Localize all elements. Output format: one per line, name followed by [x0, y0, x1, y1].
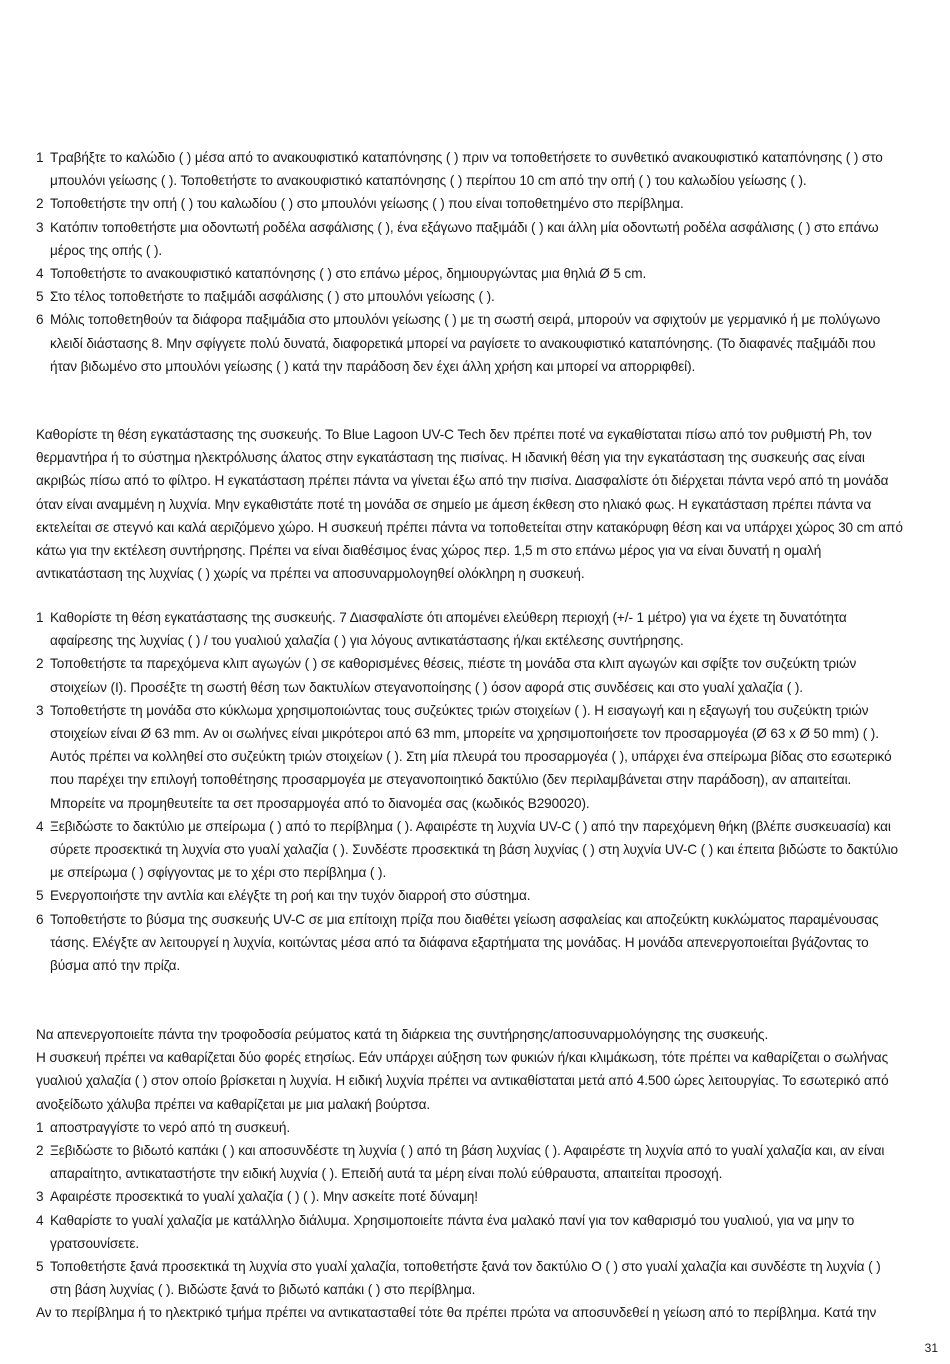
- step-text: Τοποθετήστε τα παρεχόμενα κλιπ αγωγών ( ) σε καθορισμένες θέσεις, πιέστε τη μονάδα στα κλιπ αγωγών και σφίξτε τον συζεύκτη τριών στοιχείων (I). Προσέξτε τη σωστή θέση των δακτυλίων στεγανοποίησης ( ) όσον αφορά στις συνδέσεις και στο γυαλί χαλαζία ( ).: [50, 656, 857, 695]
- list-item: [36, 815, 904, 885]
- step-number: 2: [36, 656, 44, 672]
- grounding-steps-section: [36, 146, 904, 378]
- list-item: [36, 1139, 904, 1185]
- maintenance-paragraph: Η συσκευή πρέπει να καθαρίζεται δύο φορές ετησίως. Εάν υπάρχει αύξηση των φυκιών ή/και κλιμάκωση, τότε πρέπει να καθαρίζεται ο σωλήνας γυαλιού χαλαζία ( ) στον οποίο βρίσκεται η λυχνία. Η ειδική λυχνία πρέπει να αντικαθίσταται μετά από 4.500 ώρες λειτουργίας. Το εσωτερικό από ανοξείδωτο χάλυβα πρέπει να καθαρίζεται με μια μαλακή βούρτσα.: [36, 1050, 889, 1112]
- installation-steps-list: [36, 606, 904, 977]
- installation-location-section: [36, 423, 904, 585]
- step-number: 2: [36, 196, 44, 212]
- closing-paragraph: Αν το περίβλημα ή το ηλεκτρικό τμήμα πρέπει να αντικατασταθεί τότε θα πρέπει πρώτα να αποσυνδεθεί η γείωση από το περίβλημα. Κατά την: [36, 1305, 877, 1321]
- maintenance-warning: Να απενεργοποιείτε πάντα την τροφοδοσία ρεύματος κατά τη διάρκεια της συντήρησης/αποσυναρμολόγησης της συσκευής.: [36, 1027, 769, 1042]
- list-item: [36, 1209, 904, 1255]
- step-text: Τοποθετήστε το ανακουφιστικό καταπόνησης ( ) στο επάνω μέρος, δημιουργώντας μια θηλιά Ø 5 cm.: [50, 266, 647, 282]
- list-item: [36, 884, 904, 907]
- installation-steps-section: [36, 606, 904, 977]
- step-number: 1: [36, 610, 44, 625]
- list-item: [36, 652, 904, 698]
- step-text: Τοποθετήστε ξανά προσεκτικά τη λυχνία στο γυαλί χαλαζία, τοποθετήστε ξανά τον δακτύλιο O ( ) στο γυαλί χαλαζία και συνδέστε τη λυχνία ( ) στη βάση λυχνίας ( ). Βιδώστε ξανά το βιδωτό καπάκι ( ) στο περίβλημα.: [50, 1259, 881, 1298]
- list-item: [36, 146, 904, 192]
- step-number: 5: [36, 1259, 44, 1275]
- step-number: 1: [36, 1119, 44, 1135]
- step-text: Στο τέλος τοποθετήστε το παξιμάδι ασφάλισης ( ) στο μπουλόνι γείωσης ( ).: [50, 289, 495, 305]
- step-text: Τοποθετήστε την οπή ( ) του καλωδίου ( ) στο μπουλόνι γείωσης ( ) που είναι τοποθετημένο στο περίβλημα.: [50, 196, 684, 212]
- step-text: Ξεβιδώστε το βιδωτό καπάκι ( ) και αποσυνδέστε τη λυχνία ( ) από τη βάση λυχνίας ( ). Αφαιρέστε τη λυχνία από το γυαλί χαλαζία και, αν είναι απαραίτητο, αντικαταστήστε την ειδική λυχνία ( ). Επειδή αυτά τα μέρη είναι πολύ εύθραυστα, απαιτείται προσοχή.: [50, 1143, 885, 1182]
- step-number: 1: [36, 150, 44, 165]
- list-item: [36, 908, 904, 978]
- step-number: 6: [36, 911, 44, 927]
- list-item: [36, 1116, 904, 1139]
- step-number: 4: [36, 818, 44, 834]
- step-text: Τραβήξτε το καλώδιο ( ) μέσα από το ανακουφιστικό καταπόνησης ( ) πριν να τοποθετήσετε το συνθετικό ανακουφιστικό καταπόνησης ( ) στο μπουλόνι γείωσης ( ). Τοποθετήστε το ανακουφιστικό καταπόνησης ( ) περίπου 10 cm από την οπή ( ) του καλωδίου γείωσης ( ).: [50, 150, 883, 189]
- list-item: [36, 1255, 904, 1301]
- list-item: [36, 262, 904, 285]
- step-number: 4: [36, 266, 44, 282]
- list-item: [36, 192, 904, 215]
- step-text: Ενεργοποιήστε την αντλία και ελέγξτε τη ροή και την τυχόν διαρροή στο σύστημα.: [50, 888, 531, 904]
- step-number: 3: [36, 219, 44, 235]
- step-number: 2: [36, 1143, 44, 1159]
- list-item: [36, 216, 904, 262]
- step-text: Ξεβιδώστε το δακτύλιο με σπείρωμα ( ) από το περίβλημα ( ). Αφαιρέστε τη λυχνία UV-C ( ) από την παρεχόμενη θήκη (βλέπε συσκευασία) και σύρετε προσεκτικά τη λυχνία στο γυαλί χαλαζία ( ). Συνδέστε προσεκτικά τη βάση λυχνίας ( ) στη λυχνία UV-C ( ) και έπειτα βιδώστε το δακτύλιο με σπείρωμα ( ) σφίγγοντας με το χέρι στο περίβλημα ( ).: [50, 818, 899, 881]
- step-number: 5: [36, 289, 44, 305]
- maintenance-section: [36, 1023, 904, 1325]
- step-number: 3: [36, 702, 44, 718]
- maintenance-steps-list: [36, 1116, 904, 1302]
- list-item: [36, 285, 904, 308]
- step-number: 5: [36, 888, 44, 904]
- step-text: Τοποθετήστε το βύσμα της συσκευής UV-C σε μια επίτοιχη πρίζα που διαθέτει γείωση ασφαλείας και αποζεύκτη κυκλώματος παραμένουσας τάσης. Ελέγξτε αν λειτουργεί η λυχνία, κοιτώντας μέσα από τα διάφανα εξαρτήματα της μονάδας. Η μονάδα απενεργοποιείται βγάζοντας το βύσμα από την πρίζα.: [50, 911, 879, 974]
- step-text: Τοποθετήστε τη μονάδα στο κύκλωμα χρησιμοποιώντας τους συζεύκτες τριών στοιχείων ( ). Η εισαγωγή και η εξαγωγή του συζεύκτη τριών στοιχείων είναι Ø 63 mm. Αν οι σωλήνες είναι μικρότεροι από 63 mm, μπορείτε να χρησιμοποιήσετε τον προσαρμογέα (Ø 63 x Ø 50 mm) ( ). Αυτός πρέπει να κολληθεί στο συζεύκτη τριών στοιχείων ( ). Στη μία πλευρά του προσαρμογέα ( ), υπάρχει ένα σπείρωμα βίδας στο εσωτερικό που παρέχει την επιλογή τοποθέτησης προσαρμογέα με στεγανοποιητικό δακτύλιο (δεν περιλαμβάνεται στην παράδοση), αν απαιτείται. Μπορείτε να προμηθευτείτε τα σετ προσαρμογέα από το διανομέα σας (κωδικός B290020).: [50, 702, 892, 811]
- step-number: 4: [36, 1212, 44, 1228]
- step-number: 6: [36, 312, 44, 328]
- step-text: Μόλις τοποθετηθούν τα διάφορα παξιμάδια στο μπουλόνι γείωσης ( ) με τη σωστή σειρά, μπορούν να σφιχτούν με γερμανικό ή με πολύγωνο κλειδί διάστασης 8. Μην σφίγγετε πολύ δυνατά, διαφορετικά μπορεί να ραγίσετε το ανακουφιστικό καταπόνησης. (Το διαφανές παξιμάδι που ήταν βιδωμένο στο μπουλόνι γείωσης ( ) κατά την παράδοση δεν έχει άλλη χρήση και μπορεί να απορριφθεί).: [50, 312, 881, 374]
- page-number: 31: [924, 1341, 938, 1355]
- step-number: 3: [36, 1189, 44, 1205]
- list-item: [36, 699, 904, 815]
- step-text: Κατόπιν τοποθετήστε μια οδοντωτή ροδέλα ασφάλισης ( ), ένα εξάγωνο παξιμάδι ( ) και άλλη μία οδοντωτή ροδέλα ασφάλισης ( ) στο επάνω μέρος της οπής ( ).: [50, 219, 879, 258]
- step-text: Αφαιρέστε προσεκτικά το γυαλί χαλαζία ( ) ( ). Μην ασκείτε ποτέ δύναμη!: [50, 1189, 478, 1205]
- grounding-steps-list: [36, 146, 904, 378]
- installation-paragraph: Καθορίστε τη θέση εγκατάστασης της συσκευής. Το Blue Lagoon UV-C Tech δεν πρέπει ποτέ να εγκαθίσταται πίσω από τον ρυθμιστή Ph, τον θερμαντήρα ή το σύστημα ηλεκτρόλυσης άλατος στην εγκατάσταση της πισίνας. Η ιδανική θέση για την εγκατάσταση της συσκευής σας είναι ακριβώς πίσω από το φίλτρο. Η εγκατάσταση πρέπει πάντα να γίνεται έξω από την πισίνα. Διασφαλίστε ότι διέρχεται πάντα νερό από τη μονάδα όταν είναι αναμμένη η λυχνία. Μην εγκαθιστάτε ποτέ τη μονάδα σε σημείο με άμεση έκθεση στο ηλιακό φως. Η εγκατάσταση πρέπει πάντα να εκτελείται σε στεγνό και καλά αεριζόμενο χώρο. Η συσκευή πρέπει πάντα να τοποθετείται στην κατακόρυφη θέση και να υπάρχει χώρος 30 cm από κάτω για την εκτέλεση συντήρησης. Πρέπει να είναι διαθέσιμος ένας χώρος περ. 1,5 m στο επάνω μέρος για να είναι δυνατή η ομαλή αντικατάσταση της λυχνίας ( ) χωρίς να πρέπει να αποσυναρμολογηθεί ολόκληρη η συσκευή.: [36, 427, 903, 582]
- step-text: Καθορίστε τη θέση εγκατάστασης της συσκευής. 7 Διασφαλίστε ότι απομένει ελεύθερη περιοχή (+/- 1 μέτρο) για να έχετε τη δυνατότητα αφαίρεσης της λυχνίας ( ) / του γυαλιού χαλαζία ( ) για λόγους αντικατάστασης ή/και εκτέλεσης συντήρησης.: [50, 610, 847, 649]
- step-text: Καθαρίστε το γυαλί χαλαζία με κατάλληλο διάλυμα. Χρησιμοποιείτε πάντα ένα μαλακό πανί για τον καθαρισμό του γυαλιού, για να μην το γρατσουνίσετε.: [50, 1212, 855, 1251]
- list-item: [36, 1185, 904, 1208]
- step-text: αποστραγγίστε το νερό από τη συσκευή.: [50, 1119, 291, 1135]
- list-item: [36, 606, 904, 652]
- list-item: [36, 308, 904, 378]
